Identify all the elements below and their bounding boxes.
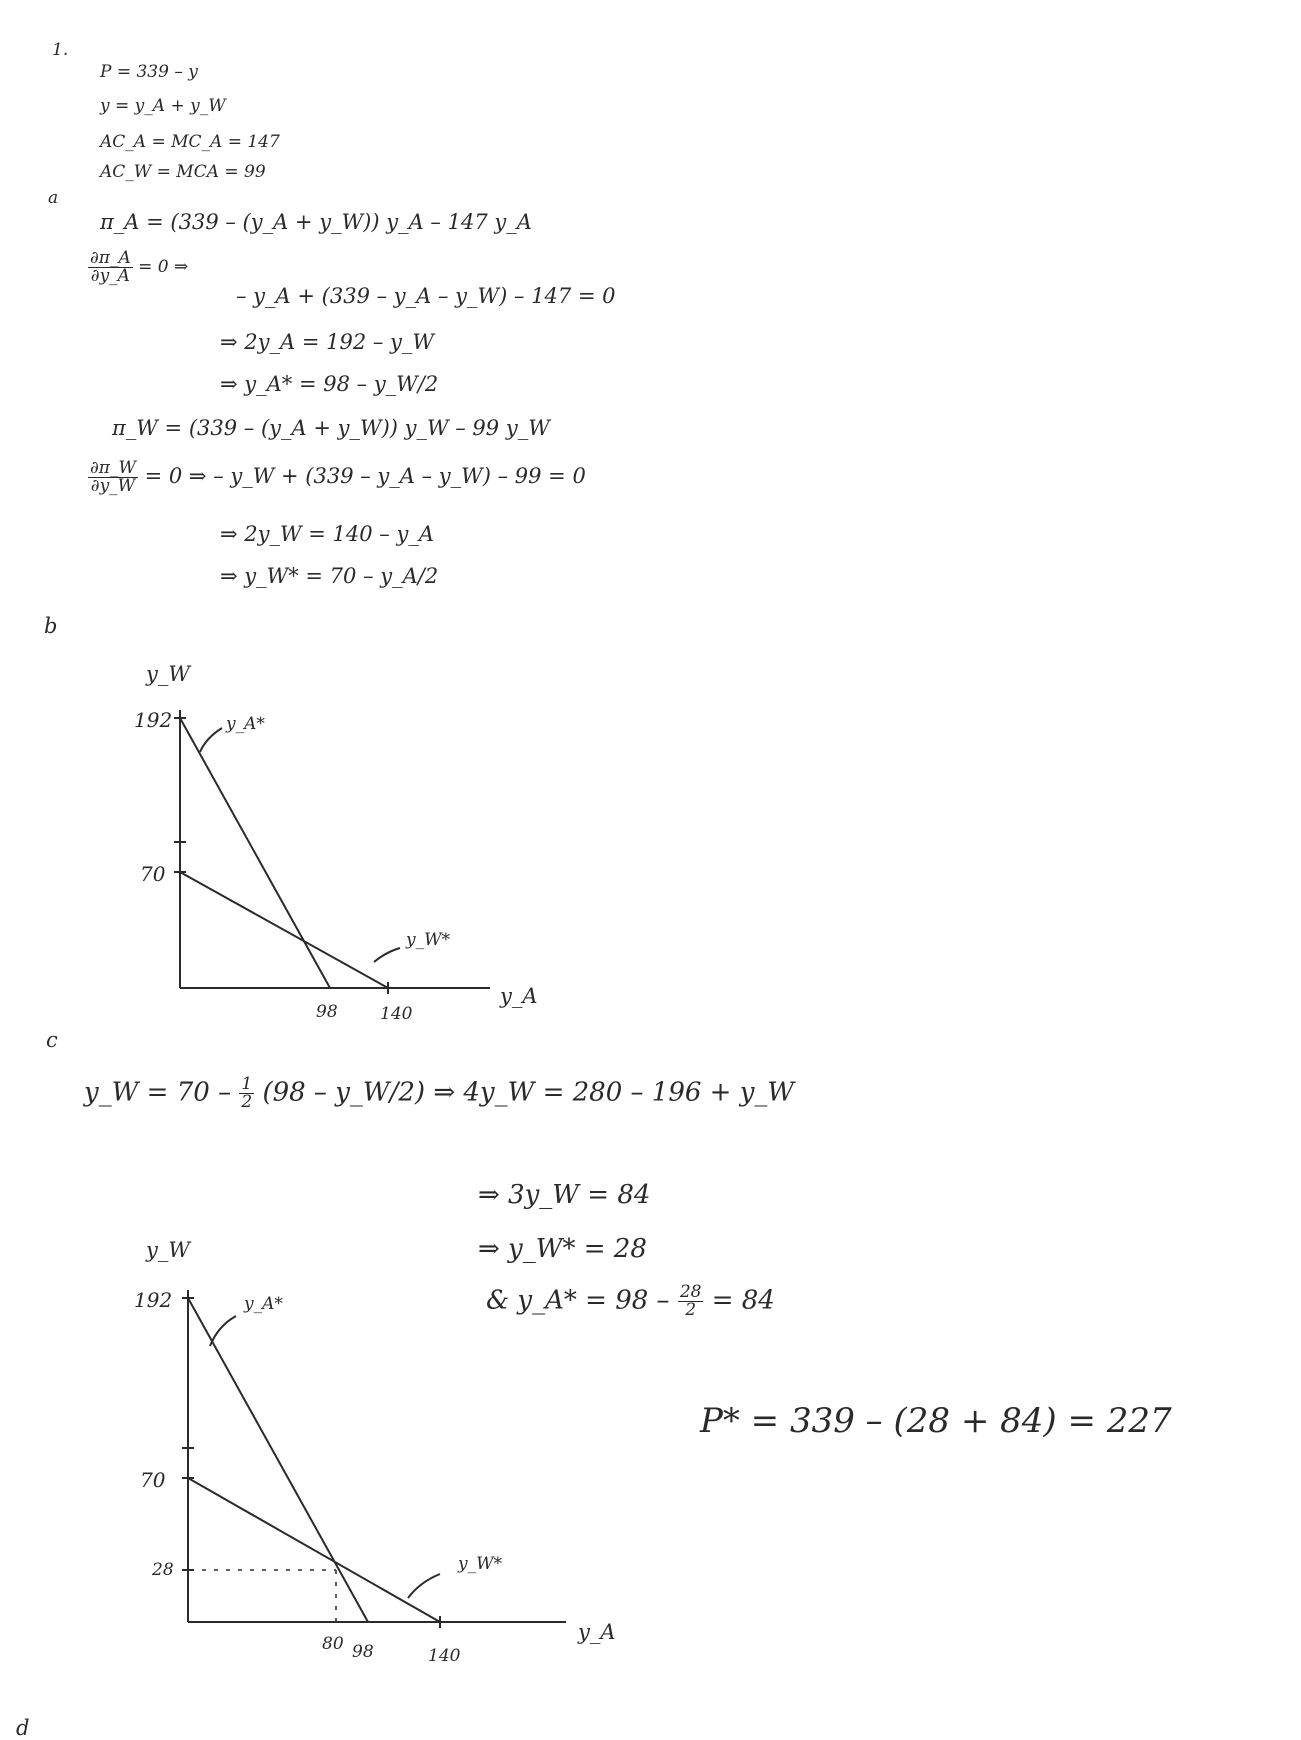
part-c-step-3 — [486, 1284, 775, 1319]
part-c-main-eq — [84, 1076, 794, 1111]
graph-c-label-192: 192 — [134, 1288, 173, 1312]
graph-b-label-98: 98 — [316, 1002, 338, 1022]
graph-b-label-70: 70 — [140, 862, 166, 886]
graph-b-pointer-yA — [200, 728, 222, 752]
graph-c-label-98: 98 — [352, 1642, 374, 1662]
graph-c-curve-W-label: y_W* — [458, 1554, 503, 1574]
step-W-1: ⇒ 2y_W = 140 – y_A — [220, 522, 434, 546]
part-label-c: c — [46, 1028, 58, 1052]
profit-A-eq: π_A = (339 – (y_A + y_W)) y_A – 147 y_A — [100, 210, 532, 234]
part-label-1: 1. — [52, 40, 69, 60]
graph-c-line-yW — [188, 1478, 440, 1622]
part-c-main-left: y_W = 70 – — [84, 1077, 232, 1108]
part-c-step-2: ⇒ y_W* = 28 — [478, 1234, 647, 1264]
graph-b-line-yA — [180, 714, 330, 988]
graph-c-y-label: y_W — [146, 1238, 190, 1262]
given-total-output: y = y_A + y_W — [100, 96, 226, 116]
part-c-step-3-right: = 84 — [711, 1285, 775, 1316]
part-c-main-frac-den: 2 — [241, 1092, 253, 1112]
graph-b-curve-W-label: y_W* — [406, 930, 451, 950]
graph-b-pointer-yW — [374, 948, 400, 962]
given-cost-W: AC_W = MCA = 99 — [100, 162, 266, 182]
step-A-1: ⇒ 2y_A = 192 – y_W — [220, 330, 434, 354]
foc-A-num: ∂π_A — [90, 248, 131, 268]
graph-c-line-yA — [188, 1294, 368, 1622]
given-demand: P = 339 – y — [100, 62, 198, 82]
graph-c-pointer-yW — [408, 1574, 440, 1598]
graph-b-curve-A-label: y_A* — [226, 714, 265, 734]
graph-c-label-70: 70 — [140, 1468, 166, 1492]
foc-A-line — [88, 250, 188, 285]
step-A-2: ⇒ y_A* = 98 – y_W/2 — [220, 372, 439, 396]
graph-b-label-192: 192 — [134, 708, 173, 732]
graph-c-x-label: y_A — [578, 1620, 616, 1644]
foc-A-equation: – y_A + (339 – y_A – y_W) – 147 = 0 — [236, 284, 616, 308]
graph-c-label-80: 80 — [322, 1634, 344, 1654]
foc-W-line — [88, 460, 586, 495]
part-label-b: b — [44, 614, 58, 638]
part-c-step-3-frac-den: 2 — [685, 1300, 697, 1320]
part-c-step-1: ⇒ 3y_W = 84 — [478, 1180, 651, 1210]
foc-A-den: ∂y_A — [90, 266, 130, 286]
graph-b-line-yW — [180, 872, 388, 988]
step-W-2: ⇒ y_W* = 70 – y_A/2 — [220, 564, 439, 588]
foc-A-rest: = 0 ⇒ — [138, 257, 189, 277]
part-c-main-right: (98 – y_W/2) ⇒ 4y_W = 280 – 196 + y_W — [262, 1077, 795, 1108]
part-c-step-3-frac-num: 28 — [679, 1282, 702, 1302]
given-cost-A: AC_A = MC_A = 147 — [100, 132, 280, 152]
graph-c-label-140: 140 — [428, 1646, 461, 1666]
foc-W-num: ∂π_W — [90, 458, 136, 478]
graph-c-curve-A-label: y_A* — [244, 1294, 283, 1314]
graph-c-pointer-yA — [210, 1316, 236, 1346]
part-c-price: P* = 339 – (28 + 84) = 227 — [700, 1401, 1172, 1441]
graph-b-x-label: y_A — [500, 984, 538, 1008]
graph-b-y-label: y_W — [146, 662, 190, 686]
part-c-step-3-left: & y_A* = 98 – — [486, 1285, 670, 1316]
foc-W-den: ∂y_W — [90, 476, 136, 496]
profit-W-eq: π_W = (339 – (y_A + y_W)) y_W – 99 y_W — [112, 416, 550, 440]
graph-c-label-28: 28 — [152, 1560, 174, 1580]
part-label-a: a — [48, 188, 59, 208]
part-label-d: d — [16, 1716, 30, 1740]
part-c-main-frac-num: 1 — [241, 1074, 253, 1094]
graph-b-label-140: 140 — [380, 1004, 413, 1024]
foc-W-rest: = 0 ⇒ – y_W + (339 – y_A – y_W) – 99 = 0 — [144, 464, 586, 488]
